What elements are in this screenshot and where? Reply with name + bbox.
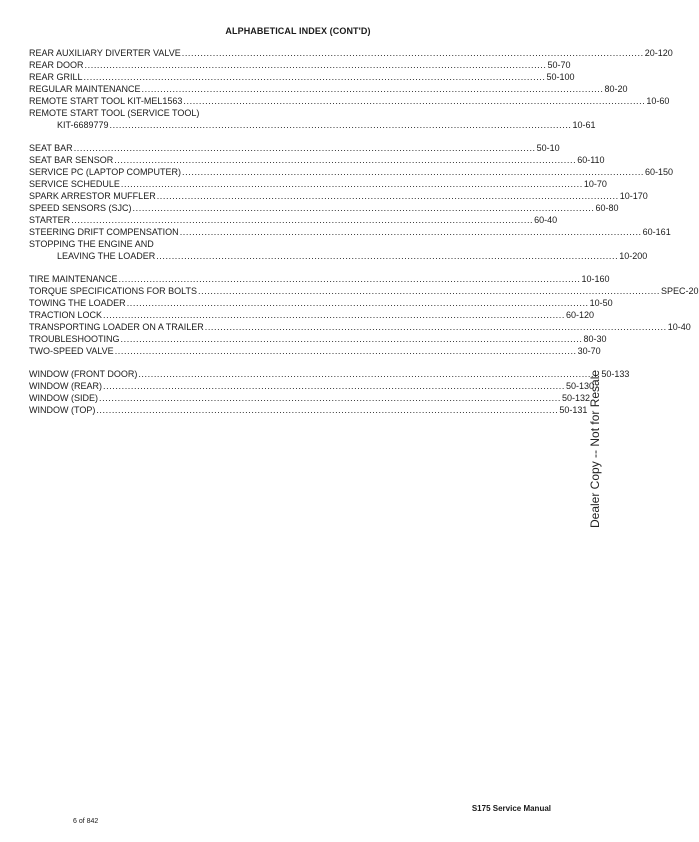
index-entry-continued (29, 250, 648, 262)
entry-page: 60-40 (534, 215, 558, 225)
entry-page: 10-70 (583, 179, 607, 189)
entry-label: WINDOW (TOP) (29, 405, 96, 415)
entry-page: 10-170 (619, 191, 648, 201)
dot-leader (121, 333, 583, 345)
index-entry (29, 297, 613, 309)
entry-label: STOPPING THE ENGINE AND (29, 239, 154, 249)
index-entry (29, 95, 670, 107)
entry-label: TWO-SPEED VALVE (29, 346, 114, 356)
dot-leader (182, 47, 644, 59)
entry-label: LEAVING THE LOADER (57, 251, 156, 261)
entry-page: SPEC-20 (661, 286, 699, 296)
index-entry (29, 380, 595, 392)
entry-label: WINDOW (SIDE) (29, 393, 98, 403)
dot-leader (110, 119, 572, 131)
entry-label: TORQUE SPECIFICATIONS FOR BOLTS (29, 286, 198, 296)
index-entry (29, 226, 671, 238)
dot-leader (127, 297, 589, 309)
entry-label: TRANSPORTING LOADER ON A TRAILER (29, 322, 204, 332)
entry-page: 80-20 (604, 84, 628, 94)
entry-page: 50-132 (561, 393, 591, 403)
dot-leader (142, 83, 604, 95)
entry-page: 10-60 (646, 96, 670, 106)
entry-label: WINDOW (REAR) (29, 381, 102, 391)
dot-leader (205, 321, 667, 333)
entry-label: KIT-6689779 (57, 120, 109, 130)
entry-page: 20-120 (644, 48, 673, 58)
index-entry (29, 285, 699, 297)
entry-label: REGULAR MAINTENANCE (29, 84, 141, 94)
footer-manual-title: S175 Service Manual (471, 804, 551, 813)
index-entry (29, 273, 610, 285)
index-entry (29, 202, 619, 214)
entry-label: TROUBLESHOOTING (29, 334, 120, 344)
entry-label: STARTER (29, 215, 71, 225)
index-entry (29, 142, 560, 154)
index-group-w (29, 368, 630, 416)
entry-page: 60-150 (645, 167, 674, 177)
entry-page: 60-120 (566, 310, 595, 320)
entry-label: REMOTE START TOOL KIT-MEL1563 (29, 96, 183, 106)
entry-label: SEAT BAR SENSOR (29, 155, 114, 165)
dot-leader (121, 178, 583, 190)
entry-page: 60-161 (642, 227, 671, 237)
entry-label: TRACTION LOCK (29, 310, 103, 320)
index-group-s (29, 142, 674, 262)
index-entry (29, 404, 588, 416)
entry-page: 10-50 (589, 298, 613, 308)
dot-leader (85, 59, 547, 71)
index-group-r (29, 47, 673, 131)
entry-label: REAR GRILL (29, 72, 83, 82)
dot-leader (157, 190, 619, 202)
index-entry (29, 47, 673, 59)
dot-leader (183, 95, 645, 107)
entry-label: REMOTE START TOOL (SERVICE TOOL) (29, 108, 200, 118)
dot-leader (119, 273, 581, 285)
entry-label: REAR AUXILIARY DIVERTER VALVE (29, 48, 181, 58)
alphabetical-index (29, 47, 699, 427)
index-entry (29, 345, 601, 357)
index-entry (29, 154, 605, 166)
entry-page: 10-40 (667, 322, 691, 332)
dot-leader (74, 142, 536, 154)
index-entry (29, 71, 575, 83)
entry-page: 50-130 (565, 381, 595, 391)
entry-label: SPEED SENSORS (SJC) (29, 203, 132, 213)
index-entry-heading (29, 238, 281, 250)
index-entry (29, 83, 628, 95)
index-entry (29, 321, 691, 333)
entry-page: 50-10 (536, 143, 560, 153)
entry-page: 30-70 (577, 346, 601, 356)
dot-leader (138, 368, 600, 380)
entry-label: REAR DOOR (29, 60, 84, 70)
index-entry (29, 59, 571, 71)
entry-page: 10-200 (619, 251, 648, 261)
entry-page: 60-80 (595, 203, 619, 213)
dot-leader (103, 380, 565, 392)
dot-leader (71, 214, 533, 226)
entry-label: TIRE MAINTENANCE (29, 274, 118, 284)
index-entry (29, 214, 558, 226)
dot-leader (84, 71, 546, 83)
dealer-copy-watermark (588, 368, 602, 528)
dot-leader (180, 226, 642, 238)
index-entry (29, 392, 591, 404)
dot-leader (103, 309, 565, 321)
footer-page-count: 6 of 842 (73, 818, 99, 825)
index-group-t (29, 273, 699, 357)
entry-label: SERVICE SCHEDULE (29, 179, 120, 189)
entry-page: 50-70 (547, 60, 571, 70)
index-entry (29, 368, 630, 380)
entry-label: SEAT BAR (29, 143, 73, 153)
index-entry (29, 166, 674, 178)
entry-page: 80-30 (583, 334, 607, 344)
entry-label: STEERING DRIFT COMPENSATION (29, 227, 179, 237)
entry-label: SPARK ARRESTOR MUFFLER (29, 191, 156, 201)
entry-page: 10-61 (572, 120, 596, 130)
dot-leader (198, 285, 660, 297)
index-entry (29, 178, 607, 190)
page-title: ALPHABETICAL INDEX (CONT'D) (225, 26, 371, 36)
entry-page: 10-160 (581, 274, 610, 284)
dot-leader (114, 154, 576, 166)
index-entry (29, 190, 648, 202)
index-entry-heading (29, 107, 281, 119)
dot-leader (182, 166, 644, 178)
entry-page: 50-100 (546, 72, 575, 82)
dot-leader (133, 202, 595, 214)
dot-leader (99, 392, 561, 404)
dot-leader (96, 404, 558, 416)
entry-page: 60-110 (577, 155, 605, 165)
entry-page: 50-131 (559, 405, 588, 415)
dot-leader (115, 345, 577, 357)
entry-label: TOWING THE LOADER (29, 298, 126, 308)
index-entry-continued (29, 119, 596, 131)
index-entry (29, 309, 595, 321)
index-entry (29, 333, 607, 345)
watermark-text: Dealer Copy -- Not for Resale (588, 369, 602, 528)
entry-page: 50-133 (601, 369, 630, 379)
dot-leader (156, 250, 618, 262)
entry-label: WINDOW (FRONT DOOR) (29, 369, 138, 379)
entry-label: SERVICE PC (LAPTOP COMPUTER) (29, 167, 182, 177)
